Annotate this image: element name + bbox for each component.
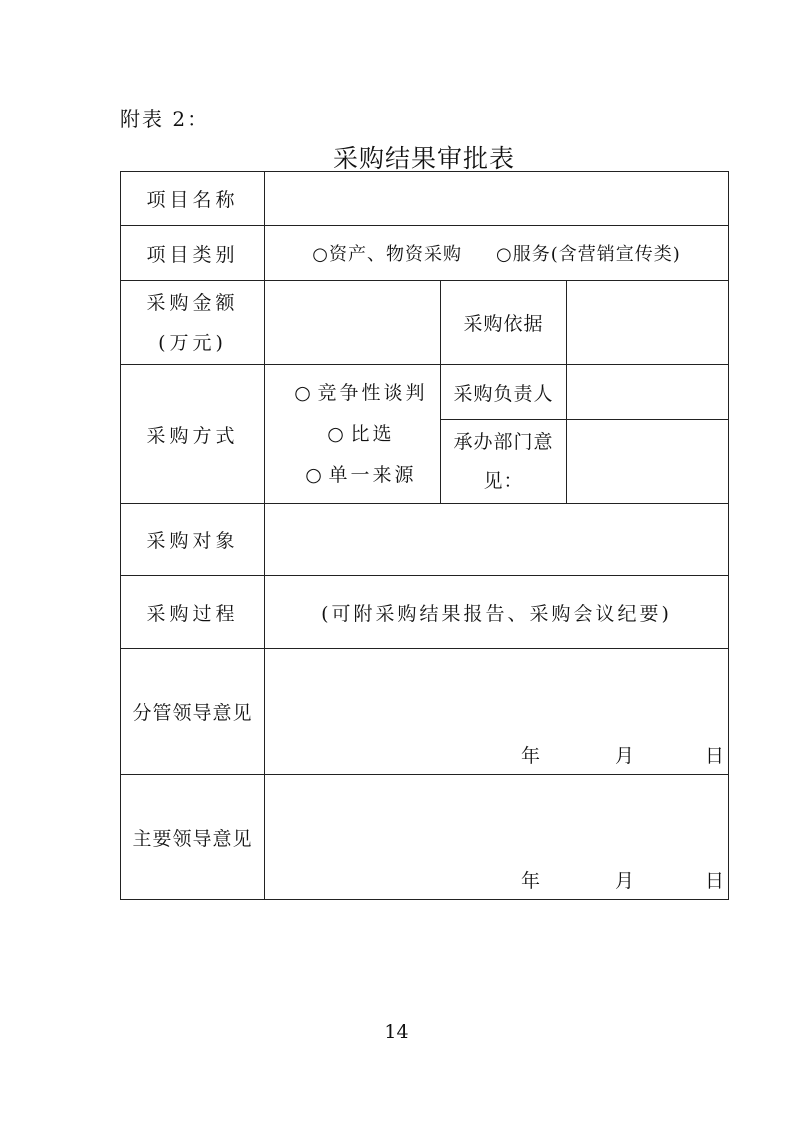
supervising-date bbox=[265, 741, 728, 765]
method-option-single-source[interactable]: ○ 单一来源 bbox=[275, 455, 440, 496]
radio-circle-icon: ○ bbox=[327, 422, 344, 445]
year-label: 年 bbox=[521, 745, 541, 767]
category-option-assets[interactable]: ○资产、物资采购 bbox=[312, 244, 462, 265]
purchase-process-note[interactable]: (可附采购结果报告、采购会议纪要) bbox=[265, 576, 729, 649]
project-name-field[interactable] bbox=[265, 172, 729, 226]
month-label: 月 bbox=[615, 870, 635, 892]
dept-opinion-field[interactable] bbox=[567, 420, 729, 504]
radio-circle-icon: ○ bbox=[294, 381, 311, 404]
category-option-services[interactable]: ○服务(含营销宣传类) bbox=[495, 244, 681, 265]
responsible-person-label: 采购负责人 bbox=[441, 365, 567, 420]
method-options bbox=[265, 365, 441, 504]
project-category-field[interactable] bbox=[265, 226, 729, 281]
month-label: 月 bbox=[615, 745, 635, 767]
method-option-negotiation[interactable]: ○ 竞争性谈判 bbox=[275, 373, 440, 414]
row-principal-leader bbox=[121, 775, 729, 900]
amount-label-line1: 采购金额 bbox=[146, 291, 239, 314]
basis-field[interactable] bbox=[567, 281, 729, 365]
project-name-label: 项目名称 bbox=[121, 172, 265, 226]
method-label: 采购方式 bbox=[121, 365, 265, 504]
form-title: 采购结果审批表 bbox=[332, 144, 515, 173]
row-supervising-leader bbox=[121, 649, 729, 775]
responsible-person-field[interactable] bbox=[567, 365, 729, 420]
row-amount-basis bbox=[121, 281, 729, 365]
row-project-category bbox=[121, 226, 729, 281]
amount-label bbox=[121, 281, 265, 365]
appendix-label: 附表 2： bbox=[120, 107, 210, 131]
amount-label-line2: (万元) bbox=[158, 331, 227, 354]
supervising-leader-opinion-field[interactable] bbox=[265, 649, 729, 775]
project-category-label: 项目类别 bbox=[121, 226, 265, 281]
row-project-name bbox=[121, 172, 729, 226]
purchase-object-label: 采购对象 bbox=[121, 504, 265, 576]
principal-leader-opinion-field[interactable] bbox=[265, 775, 729, 900]
year-label: 年 bbox=[521, 870, 541, 892]
row-purchase-process bbox=[121, 576, 729, 649]
row-purchase-object bbox=[121, 504, 729, 576]
page-number: 14 bbox=[384, 1021, 409, 1043]
row-method-responsible bbox=[121, 365, 729, 420]
principal-date bbox=[265, 866, 728, 890]
dept-opinion-label-line1: 承办部门意 bbox=[453, 430, 554, 453]
purchase-process-label: 采购过程 bbox=[121, 576, 265, 649]
method-option-comparison[interactable]: ○ 比选 bbox=[275, 414, 440, 455]
principal-leader-label: 主要领导意见 bbox=[121, 775, 265, 900]
day-label: 日 bbox=[705, 745, 725, 767]
amount-field[interactable] bbox=[265, 281, 441, 365]
approval-form-table bbox=[120, 171, 729, 900]
supervising-leader-label: 分管领导意见 bbox=[121, 649, 265, 775]
dept-opinion-label bbox=[441, 420, 567, 504]
radio-circle-icon: ○ bbox=[305, 463, 322, 486]
day-label: 日 bbox=[705, 870, 725, 892]
basis-label: 采购依据 bbox=[441, 281, 567, 365]
purchase-object-field[interactable] bbox=[265, 504, 729, 576]
dept-opinion-label-line2: 见： bbox=[483, 469, 524, 492]
